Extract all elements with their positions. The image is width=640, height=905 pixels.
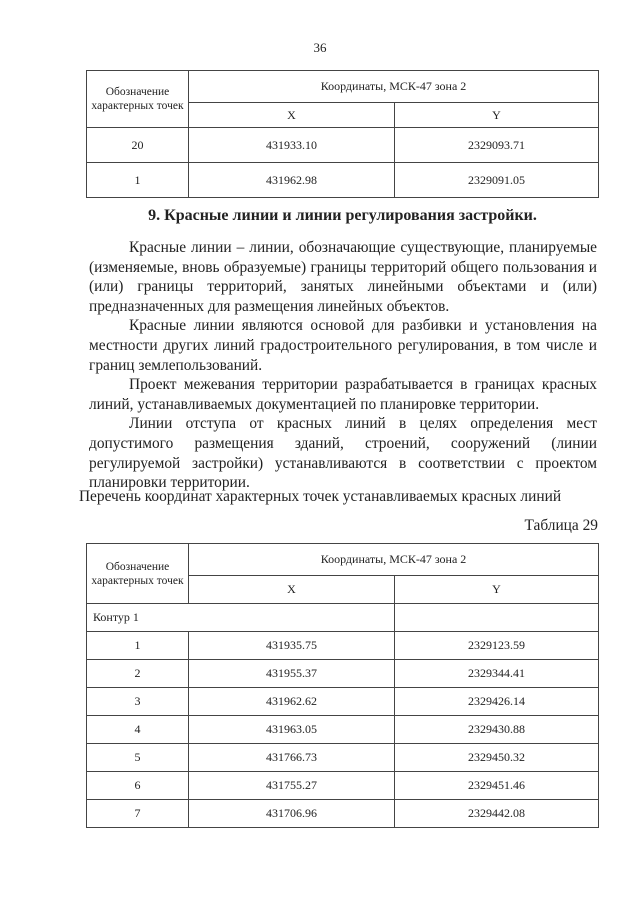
y-header: Y bbox=[395, 103, 599, 128]
x-value: 431935.75 bbox=[189, 632, 395, 660]
table-row bbox=[87, 128, 599, 163]
point-number: 3 bbox=[87, 688, 189, 716]
x-value: 431706.96 bbox=[189, 800, 395, 828]
table-row bbox=[87, 744, 599, 772]
point-number: 7 bbox=[87, 800, 189, 828]
x-value: 431962.62 bbox=[189, 688, 395, 716]
section-body bbox=[89, 238, 597, 493]
x-value: 431963.05 bbox=[189, 716, 395, 744]
x-value: 431933.10 bbox=[189, 128, 395, 163]
table-caption: Перечень координат характерных точек устанавливаемых красных линий bbox=[78, 488, 562, 505]
point-number: 4 bbox=[87, 716, 189, 744]
page-number: 36 bbox=[313, 40, 327, 55]
table-row bbox=[87, 800, 599, 828]
x-value: 431755.27 bbox=[189, 772, 395, 800]
y-value: 2329093.71 bbox=[395, 128, 599, 163]
point-label-header: Обозначение характерных точек bbox=[87, 544, 189, 604]
x-value: 431955.37 bbox=[189, 660, 395, 688]
y-value: 2329430.88 bbox=[395, 716, 599, 744]
point-label-header: Обозначение характерных точек bbox=[87, 71, 189, 128]
paragraph: Линии отступа от красных линий в целях определения мест допустимого размещения зданий, строений, сооружений (линии регулируемой застройки) устанавливаются в соответствии с проектом планировки территории. bbox=[89, 415, 597, 492]
coordinates-table bbox=[86, 543, 599, 828]
contour-label: Контур 1 bbox=[87, 604, 395, 632]
y-value: 2329091.05 bbox=[395, 163, 599, 198]
y-value: 2329344.41 bbox=[395, 660, 599, 688]
empty-cell bbox=[395, 604, 599, 632]
contour-row bbox=[87, 604, 599, 632]
paragraph: Красные линии – линии, обозначающие существующие, планируемые (изменяемые, вновь образуемые) границы территорий общего пользования и (или) границы территорий, занятых линейными объектами и (или) предназначенных для размещения линейных объектов. bbox=[89, 239, 597, 315]
table-number-label: Таблица 29 bbox=[524, 517, 598, 534]
point-number: 1 bbox=[87, 163, 189, 198]
table-row bbox=[87, 632, 599, 660]
section-heading: 9. Красные линии и линии регулирования застройки. bbox=[148, 207, 537, 224]
point-number: 1 bbox=[87, 632, 189, 660]
point-number: 2 bbox=[87, 660, 189, 688]
y-value: 2329450.32 bbox=[395, 744, 599, 772]
coordinates-table-continued bbox=[86, 70, 599, 198]
table-row bbox=[87, 163, 599, 198]
x-header: X bbox=[189, 103, 395, 128]
y-value: 2329442.08 bbox=[395, 800, 599, 828]
point-number: 5 bbox=[87, 744, 189, 772]
x-value: 431962.98 bbox=[189, 163, 395, 198]
coordinates-header: Координаты, МСК-47 зона 2 bbox=[189, 544, 599, 576]
y-header: Y bbox=[395, 576, 599, 604]
y-value: 2329123.59 bbox=[395, 632, 599, 660]
point-number: 20 bbox=[87, 128, 189, 163]
paragraph: Проект межевания территории разрабатывается в границах красных линий, устанавливаемых документацией по планировке территории. bbox=[89, 376, 597, 413]
y-value: 2329451.46 bbox=[395, 772, 599, 800]
table-row bbox=[87, 772, 599, 800]
x-header: X bbox=[189, 576, 395, 604]
paragraph: Красные линии являются основой для разбивки и установления на местности других линий градостроительного регулирования, в том числе и границ землепользований. bbox=[89, 317, 597, 374]
table-row bbox=[87, 716, 599, 744]
coordinates-header: Координаты, МСК-47 зона 2 bbox=[189, 71, 599, 103]
table-row bbox=[87, 660, 599, 688]
table-row bbox=[87, 688, 599, 716]
point-number: 6 bbox=[87, 772, 189, 800]
x-value: 431766.73 bbox=[189, 744, 395, 772]
y-value: 2329426.14 bbox=[395, 688, 599, 716]
